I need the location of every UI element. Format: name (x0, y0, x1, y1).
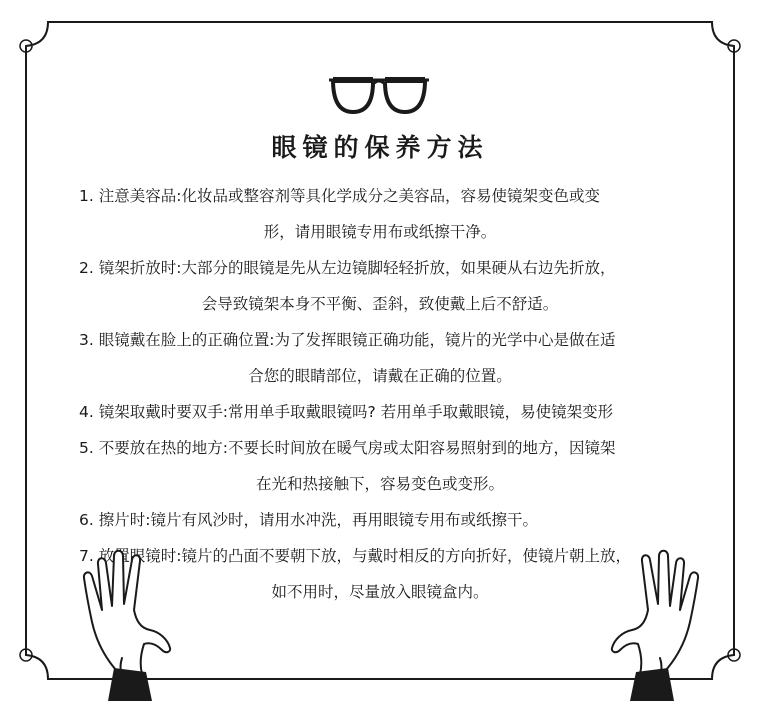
glasses-icon (327, 70, 431, 116)
page-title: 眼镜的保养方法 (271, 133, 489, 162)
tip-line: 5. 不要放在热的地方:不要长时间放在暖气房或太阳容易照射到的地方，因镜架 (79, 439, 616, 457)
tip-item (0, 250, 760, 322)
tip-line: 3. 眼镜戴在脸上的正确位置:为了发挥眼镜正确功能，镜片的光学中心是做在适 (79, 331, 616, 349)
tip-line: 7. 放置眼镜时:镜片的凸面不要朝下放，与戴时相反的方向折好，使镜片朝上放， (79, 547, 631, 565)
hand-left-icon (78, 548, 190, 701)
tip-line: 如不用时，尽量放入眼镜盒内。 (271, 583, 489, 601)
tip-item (0, 394, 760, 430)
tip-line: 会导致镜架本身不平衡、歪斜，致使戴上后不舒适。 (201, 295, 559, 313)
tip-item (0, 430, 760, 502)
care-tips-list (0, 178, 760, 610)
tip-item (0, 178, 760, 250)
tip-line: 合您的眼睛部位，请戴在正确的位置。 (248, 367, 512, 385)
tip-line: 在光和热接触下，容易变色或变形。 (255, 475, 504, 493)
hand-right-icon (592, 548, 704, 701)
tip-line: 1. 注意美容品:化妆品或整容剂等具化学成分之美容品，容易使镜架变色或变 (79, 187, 600, 205)
tip-line: 形，请用眼镜专用布或纸擦干净。 (263, 223, 497, 241)
tip-item (0, 322, 760, 394)
tip-line: 6. 擦片时:镜片有风沙时，请用水冲洗，再用眼镜专用布或纸擦干。 (79, 511, 538, 529)
tip-item (0, 502, 760, 538)
tip-line: 4. 镜架取戴时要双手:常用单手取戴眼镜吗? 若用单手取戴眼镜，易使镜架变形 (79, 403, 614, 421)
tip-line: 2. 镜架折放时:大部分的眼镜是先从左边镜脚轻轻折放，如果硬从右边先折放， (79, 259, 616, 277)
